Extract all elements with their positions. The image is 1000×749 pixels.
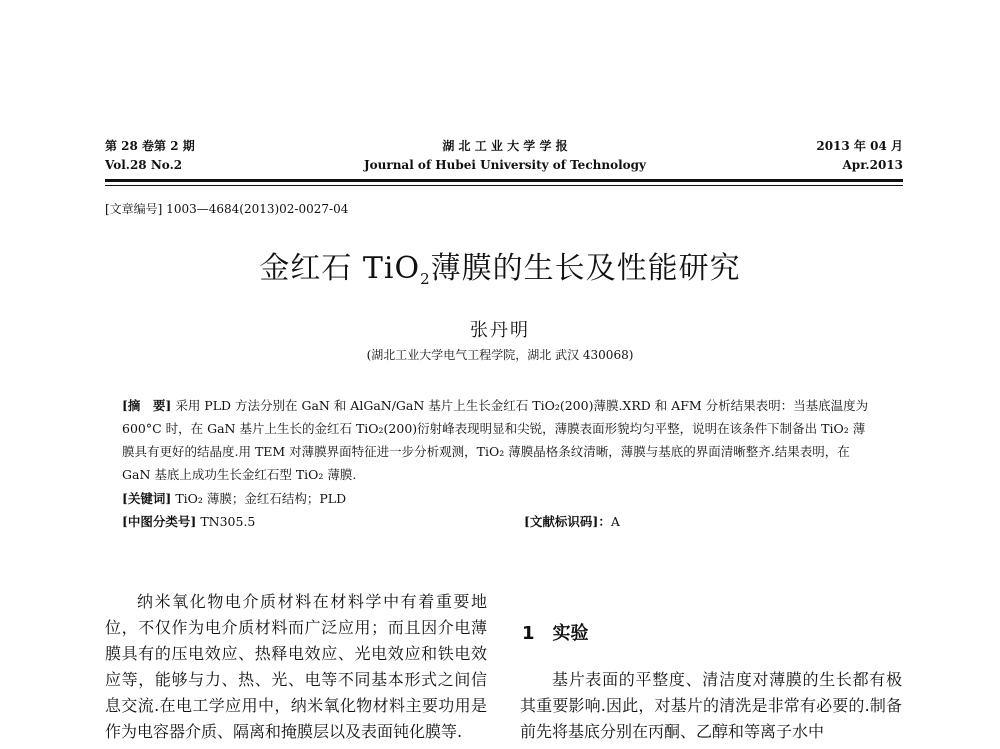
document-code [524,512,620,530]
title-subscript: 2 [420,270,431,288]
abstract-label: [摘 要] [122,398,172,413]
keywords-label: [关键词] [122,491,172,506]
section-1-heading [522,619,589,645]
header-date-en: Apr.2013 [842,158,903,172]
intro-paragraph: 纳米氧化物电介质材料在材料学中有着重要地位，不仅作为电介质材料而广泛应用；而且因介电薄膜具有的压电效应、热释电效应、光电效应和铁电效应等，能够与力、热、光、电等不同基本形式之间信息交流.在电工学应用中，纳米氧化物材料主要功用是作为电容器介质、隔离和掩膜层以及表面钝化膜等. [105,592,487,741]
abstract [122,394,877,486]
classification-label: [中图分类号] [122,514,197,529]
article-number: [文章编号] 1003—4684(2013)02-0027-04 [105,202,349,216]
classification-text: TN305.5 [200,514,256,529]
title-part2: 薄膜的生长及性能研究 [430,251,741,286]
document-code-label: [文献标识码]： [524,514,611,529]
header-journal-en: Journal of Hubei University of Technology [363,158,647,172]
document-code-text: A [610,514,620,529]
section-1-paragraph: 基片表面的平整度、清洁度对薄膜的生长都有极其重要影响.因此，对基片的清洗是非常有必要的.制备前先将基底分别在丙酮、乙醇和等离子水中 [520,670,902,741]
header-date-cn: 2013 年 04 月 [816,139,903,153]
keywords [122,489,346,507]
header-volume-cn: 第 28 卷第 2 期 [105,139,195,153]
title-part1: 金红石 TiO [259,251,421,286]
section-1-number: 1 [522,623,535,644]
keywords-text: TiO₂ 薄膜；金红石结构；PLD [175,491,347,506]
article-title [0,243,1000,287]
header-volume-en: Vol.28 No.2 [105,158,183,172]
header-rule-thin [105,185,903,186]
header-journal-cn: 湖 北 工 业 大 学 学 报 [442,139,568,153]
header-rule-thick [105,179,903,182]
section-1-title: 实验 [552,623,589,644]
author-name: 张丹明 [470,320,530,341]
author-affiliation: (湖北工业大学电气工程学院，湖北 武汉 430068) [366,348,634,362]
abstract-text: 采用 PLD 方法分别在 GaN 和 AlGaN/GaN 基片上生长金红石 TiO₂(200)薄膜.XRD 和 AFM 分析结果表明：当基底温度为 600°C 时，在 GaN 基片上生长的金红石 TiO₂(200)衍射峰表现明显和尖锐，薄膜表面形貌均匀平整，说明在该条件下制备出 TiO₂ 薄膜具有更好的结晶度.用 TEM 对薄膜界面特征进一步分析观测，TiO₂ 薄膜晶格条纹清晰，薄膜与基底的界面清晰整齐.结果表明，在 GaN 基底上成功生长金红石型 TiO₂ 薄膜. [122,398,869,482]
classification [122,512,255,530]
